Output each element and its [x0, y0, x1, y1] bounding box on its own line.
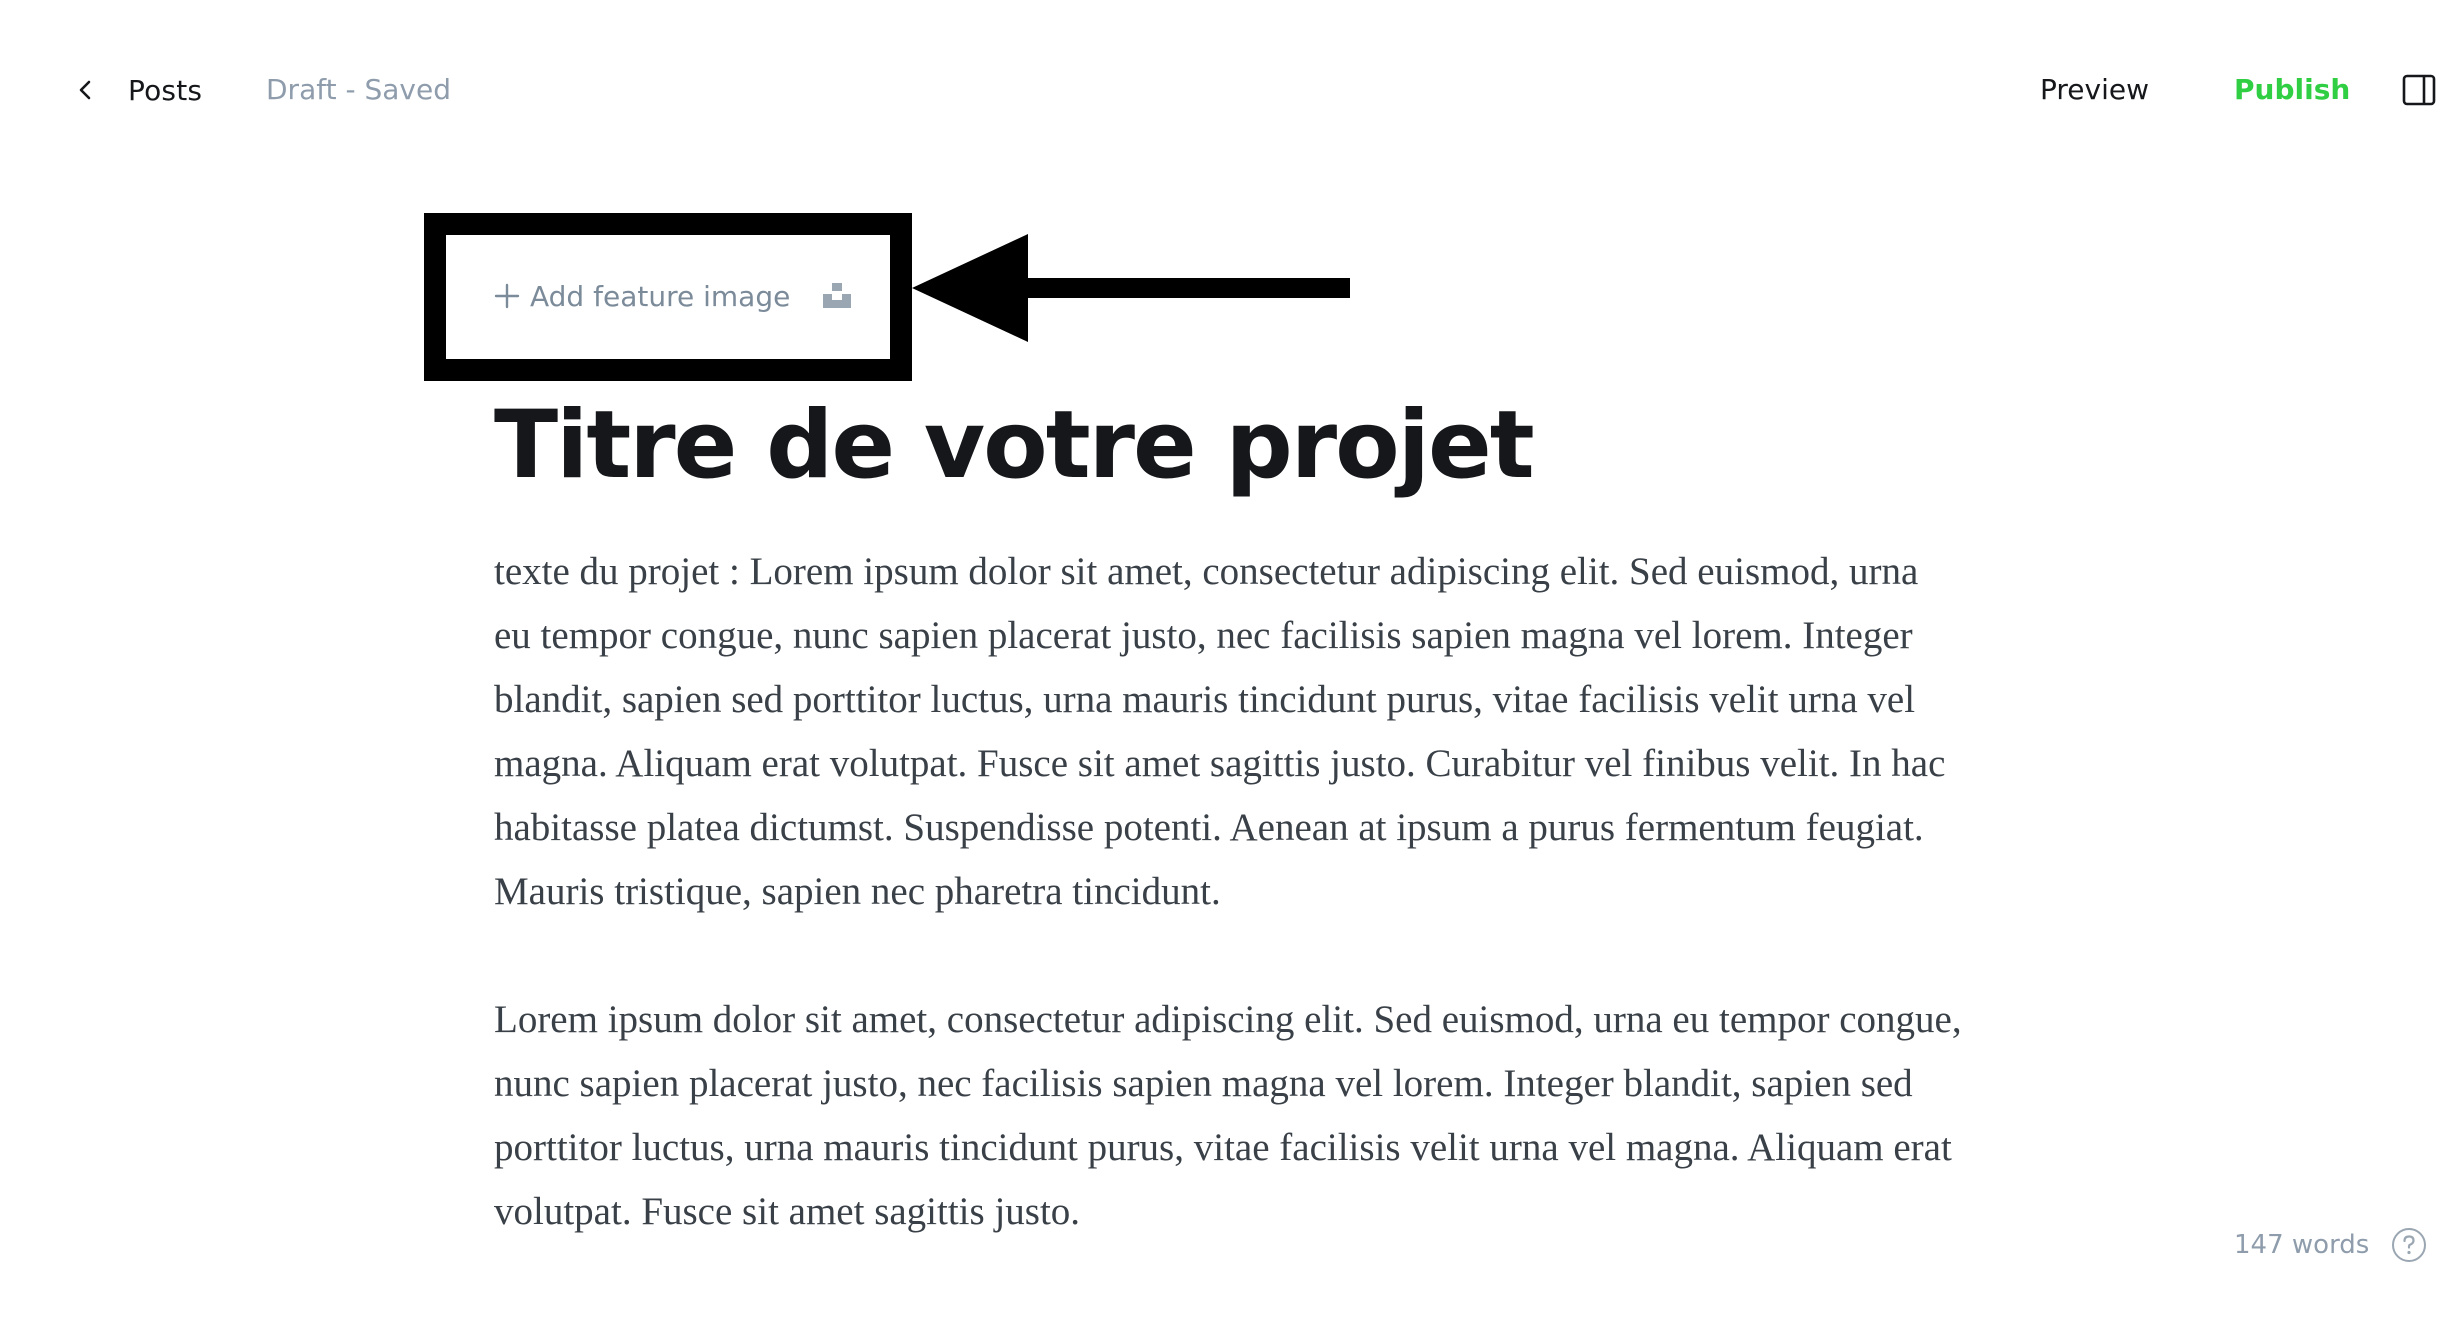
annotation-arrow-icon — [912, 228, 1350, 348]
plus-icon — [494, 283, 520, 309]
body-paragraph: texte du projet : Lorem ipsum dolor sit amet, consectetur adipiscing elit. Sed euismod, urna eu tempor congue, nunc sapien placerat justo, nec facilisis sapien magna vel lorem. Integer blandit, sapien sed porttitor luctus, urna mauris tincidunt purus, vitae facilisis velit urna vel magna. Aliquam erat volutpat. Fusce sit amet sagittis justo. Curabitur vel finibus velit. In hac habitasse platea dictumst. Suspendisse potenti. Aenean at ipsum a purus fermentum feugiat. Mauris tristique, sapien nec pharetra tincidunt. — [494, 550, 1946, 913]
chevron-left-icon — [68, 73, 102, 107]
preview-button[interactable]: Preview — [2040, 73, 2149, 106]
unsplash-icon[interactable] — [822, 280, 852, 310]
posts-label: Posts — [128, 73, 203, 107]
post-body[interactable] — [494, 540, 1964, 1308]
add-feature-image-button[interactable] — [494, 274, 790, 318]
publish-button[interactable]: Publish — [2234, 73, 2351, 106]
help-icon[interactable] — [2390, 1226, 2428, 1264]
post-title[interactable]: Titre de votre projet — [494, 391, 1533, 500]
back-to-posts-link[interactable] — [68, 66, 202, 114]
add-feature-image-label: Add feature image — [530, 279, 791, 313]
sidebar-toggle-icon[interactable] — [2402, 74, 2436, 106]
word-count: 147 words — [2234, 1230, 2370, 1260]
draft-status: Draft - Saved — [266, 73, 451, 106]
body-paragraph: Lorem ipsum dolor sit amet, consectetur adipiscing elit. Sed euismod, urna eu tempor congue, nunc sapien placerat justo, nec facilisis sapien magna vel lorem. Integer blandit, sapien sed porttitor luctus, urna mauris tincidunt purus, vitae facilisis velit urna vel magna. Aliquam erat volutpat. Fusce sit amet sagittis justo. — [494, 998, 1962, 1233]
